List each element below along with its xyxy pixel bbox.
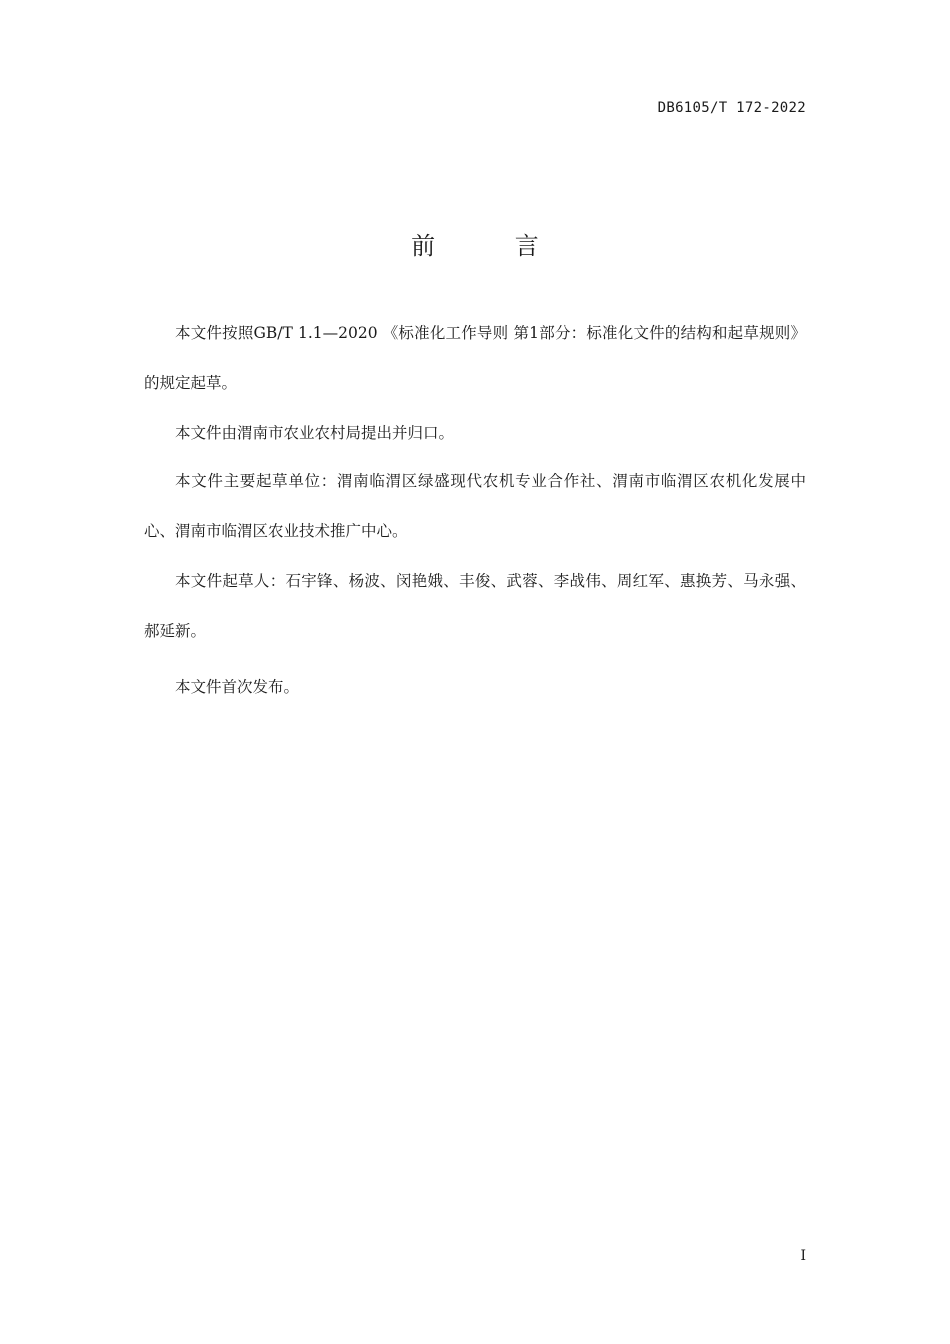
page-number: I [800,1248,806,1264]
paragraph-first-release: 本文件首次发布。 [175,678,300,696]
paragraph-proposer: 本文件由渭南市农业农村局提出并归口。 [175,424,455,442]
document-code: DB6105/T 172-2022 [657,100,806,116]
page-title: 前 言 [411,232,575,261]
paragraph-drafting-units: 本文件主要起草单位：渭南临渭区绿盛现代农机专业合作社、渭南市临渭区农机化发展中心、渭南市临渭区农业技术推广中心。 [144,472,806,540]
paragraph-drafting-rules: 本文件按照GB/T 1.1—2020 《标准化工作导则 第1部分：标准化文件的结构和起草规则》的规定起草。 [144,324,806,392]
paragraph-drafters: 本文件起草人：石宇锋、杨波、闵艳娥、丰俊、武蓉、李战伟、周红军、惠换芳、马永强、郝延新。 [144,572,806,640]
foreword-body [144,308,806,712]
